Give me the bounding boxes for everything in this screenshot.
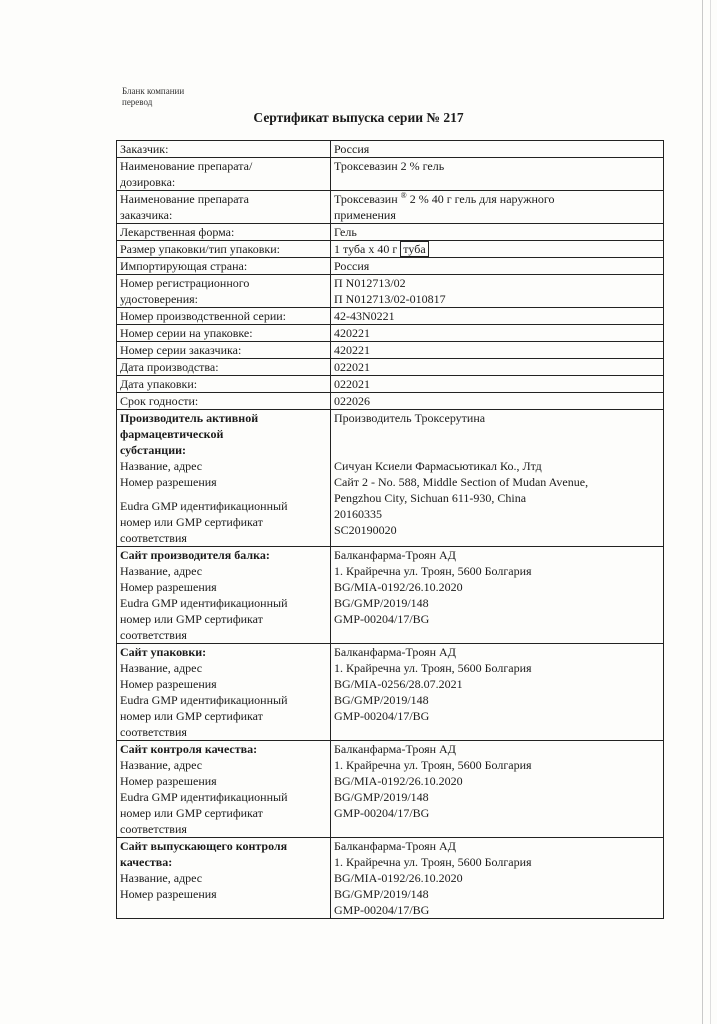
release-gmp-value-2: GMP-00204/17/BG (334, 903, 430, 917)
registration-label (117, 275, 331, 308)
bulk-gmp-label-line3: соответствия (120, 628, 187, 642)
customer-series-label: Номер серии заказчика: (117, 342, 331, 359)
note-line-1: Бланк компании (122, 86, 185, 96)
bulk-gmp-value-2: GMP-00204/17/BG (334, 612, 430, 626)
registered-mark: ® (400, 191, 407, 200)
row-registration (117, 275, 664, 308)
registration-value (331, 275, 664, 308)
bulk-gmp-label-line2: номер или GMP сертификат (120, 612, 263, 626)
trademark-name: Троксевазин (334, 192, 398, 206)
expiry-label: Срок годности: (117, 393, 331, 410)
qc-gmp-label-line2: номер или GMP сертификат (120, 806, 263, 820)
release-site-heading-line2: качества: (120, 855, 173, 869)
qc-permit-label: Номер разрешения (120, 774, 217, 788)
registration-number-2: П N012713/02-010817 (334, 292, 446, 306)
packaging-date-value: 022021 (331, 376, 664, 393)
api-company-name: Сичуан Ксиели Фармасьютикал Ко., Лтд (334, 459, 542, 473)
row-customer-series (117, 342, 664, 359)
row-dosage-form (117, 224, 664, 241)
page-edge-line (702, 0, 703, 1024)
importing-country-value: Россия (331, 258, 664, 275)
pack-size-text: 1 туба х 40 г (334, 242, 398, 256)
api-address-line1: Сайт 2 - No. 588, Middle Section of Mudan Avenue, (334, 475, 589, 489)
qc-name-label: Название, адрес (120, 758, 203, 772)
bulk-address: 1. Крайречна ул. Троян, 5600 Болгария (334, 564, 532, 578)
pack-permit-label: Номер разрешения (120, 677, 217, 691)
registration-label-line1: Номер регистрационного (120, 276, 250, 290)
row-customer-product-name (117, 191, 664, 224)
customer-value: Россия (331, 141, 664, 158)
bulk-site-labels (117, 547, 331, 644)
row-pack-site (117, 644, 664, 741)
row-product-name (117, 158, 664, 191)
document-title: Сертификат выпуска серии № 217 (253, 110, 464, 125)
qc-company-name: Балканфарма-Троян АД (334, 742, 456, 756)
dosage-form-value: Гель (331, 224, 664, 241)
release-site-labels (117, 838, 331, 919)
qc-gmp-label-line1: Eudra GMP идентификационный (120, 790, 288, 804)
pack-address: 1. Крайречна ул. Троян, 5600 Болгария (334, 661, 532, 675)
bulk-permit-label: Номер разрешения (120, 580, 217, 594)
dosage-form-label: Лекарственная форма: (117, 224, 331, 241)
row-expiry (117, 393, 664, 410)
product-name-value: Троксевазин 2 % гель (331, 158, 664, 191)
pack-gmp-label-line2: номер или GMP сертификат (120, 709, 263, 723)
bulk-site-heading: Сайт производителя балка: (120, 548, 270, 562)
qc-gmp-value-1: BG/GMP/2019/148 (334, 790, 429, 804)
qc-site-values (331, 741, 664, 838)
pack-gmp-label-line3: соответствия (120, 725, 187, 739)
production-series-label: Номер производственной серии: (117, 308, 331, 325)
api-manufacturer-labels (117, 410, 331, 547)
bulk-site-values (331, 547, 664, 644)
api-gmp-label-line3: соответствия (120, 531, 187, 545)
row-customer (117, 141, 664, 158)
customer-series-value: 420221 (331, 342, 664, 359)
release-gmp-value-1: BG/GMP/2019/148 (334, 887, 429, 901)
registration-number-1: П N012713/02 (334, 276, 406, 290)
customer-product-name-label (117, 191, 331, 224)
pack-type-box: туба (400, 241, 428, 257)
product-name-label-line1: Наименование препарата/ (120, 159, 253, 173)
row-production-series (117, 308, 664, 325)
importing-country-label: Импортирующая страна: (117, 258, 331, 275)
bulk-gmp-label-line1: Eudra GMP идентификационный (120, 596, 288, 610)
package-series-label: Номер серии на упаковке: (117, 325, 331, 342)
bulk-permit-value: BG/MIA-0192/26.10.2020 (334, 580, 463, 594)
api-manufacturer-values (331, 410, 664, 547)
release-permit-label: Номер разрешения (120, 887, 217, 901)
row-bulk-site (117, 547, 664, 644)
page-edge-line-outer (710, 0, 711, 1024)
qc-site-labels (117, 741, 331, 838)
production-date-label: Дата производства: (117, 359, 331, 376)
release-company-name: Балканфарма-Троян АД (334, 839, 456, 853)
api-address-line2: Pengzhou City, Sichuan 611-930, China (334, 491, 527, 505)
pack-gmp-value-1: BG/GMP/2019/148 (334, 693, 429, 707)
api-gmp-label-line2: номер или GMP сертификат (120, 515, 263, 529)
pack-permit-value: BG/MIA-0256/28.07.2021 (334, 677, 463, 691)
pack-gmp-label-line1: Eudra GMP идентификационный (120, 693, 288, 707)
api-heading-line2: фармацевтической (120, 427, 224, 441)
note-line-2: перевод (122, 97, 153, 107)
api-title-value: Производитель Троксерутина (334, 411, 486, 425)
customer-label: Заказчик: (117, 141, 331, 158)
customer-product-name-value-line1 (334, 191, 660, 207)
registration-label-line2: удостоверения: (120, 292, 199, 306)
package-series-value: 420221 (331, 325, 664, 342)
row-production-date (117, 359, 664, 376)
customer-product-name-value-line2: применения (334, 208, 396, 222)
packaging-date-label: Дата упаковки: (117, 376, 331, 393)
api-name-label: Название, адрес (120, 459, 203, 473)
row-pack-size (117, 241, 664, 258)
certificate-table (116, 140, 664, 919)
api-permit-label: Номер разрешения (120, 475, 217, 489)
qc-gmp-value-2: GMP-00204/17/BG (334, 806, 430, 820)
product-description: 2 % 40 г гель для наружного (409, 192, 555, 206)
row-packaging-date (117, 376, 664, 393)
release-address: 1. Крайречна ул. Троян, 5600 Болгария (334, 855, 532, 869)
customer-product-name-label-line2: заказчика: (120, 208, 173, 222)
api-permit-value: 20160335 (334, 507, 382, 521)
qc-site-heading: Сайт контроля качества: (120, 742, 258, 756)
pack-name-label: Название, адрес (120, 661, 203, 675)
bulk-gmp-value-1: BG/GMP/2019/148 (334, 596, 429, 610)
pack-gmp-value-2: GMP-00204/17/BG (334, 709, 430, 723)
pack-company-name: Балканфарма-Троян АД (334, 645, 456, 659)
customer-product-name-value (331, 191, 664, 224)
expiry-value: 022026 (331, 393, 664, 410)
row-package-series (117, 325, 664, 342)
product-name-label-line2: дозировка: (120, 175, 176, 189)
bulk-name-label: Название, адрес (120, 564, 203, 578)
pack-site-labels (117, 644, 331, 741)
row-api-manufacturer (117, 410, 664, 547)
production-series-value: 42-43N0221 (331, 308, 664, 325)
row-release-site (117, 838, 664, 919)
release-site-values (331, 838, 664, 919)
pack-site-heading: Сайт упаковки: (120, 645, 207, 659)
pack-size-value (331, 241, 664, 258)
api-gmp-label-line1: Eudra GMP идентификационный (120, 499, 288, 513)
row-qc-site (117, 741, 664, 838)
customer-product-name-label-line1: Наименование препарата (120, 192, 249, 206)
pack-size-label: Размер упаковки/тип упаковки: (117, 241, 331, 258)
release-name-label: Название, адрес (120, 871, 203, 885)
production-date-value: 022021 (331, 359, 664, 376)
product-name-label (117, 158, 331, 191)
pack-site-values (331, 644, 664, 741)
api-heading-line3: субстанции: (120, 443, 187, 457)
api-gmp-value: SC20190020 (334, 523, 397, 537)
row-importing-country (117, 258, 664, 275)
qc-address: 1. Крайречна ул. Троян, 5600 Болгария (334, 758, 532, 772)
release-site-heading-line1: Сайт выпускающего контроля (120, 839, 288, 853)
qc-permit-value: BG/MIA-0192/26.10.2020 (334, 774, 463, 788)
qc-gmp-label-line3: соответствия (120, 822, 187, 836)
api-heading-line1: Производитель активной (120, 411, 259, 425)
bulk-company-name: Балканфарма-Троян АД (334, 548, 456, 562)
release-permit-value: BG/MIA-0192/26.10.2020 (334, 871, 463, 885)
company-blank-note (122, 86, 184, 108)
